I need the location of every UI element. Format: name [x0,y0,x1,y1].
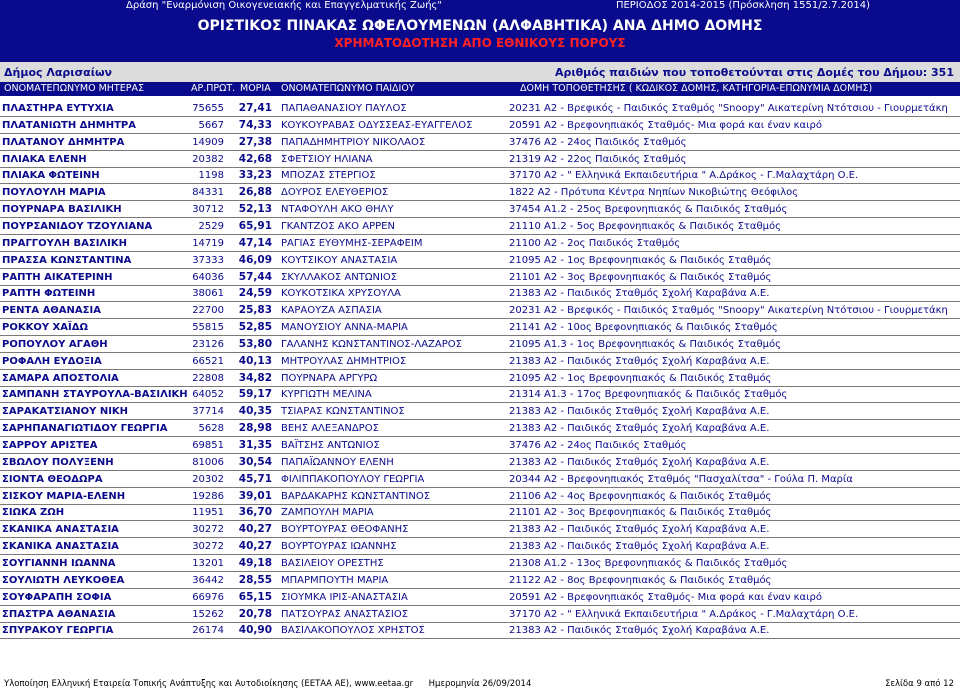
footer-implementer: Υλοποίηση Ελληνική Εταιρεία Τοπικής Ανάπτυξης και Αυτοδιοίκησης (ΕΕΤΑΑ ΑΕ), www.eetaa.gr [4,679,414,689]
facility-name: 21095 Α2 - 1ος Βρεφονηπιακός & Παιδικός Σταθμός [509,372,772,384]
guardian-name: ΣΑΡΗΠΑΝΑΓΙΩΤΙΔΟΥ ΓΕΩΡΓΙΑ [2,423,168,435]
table-row [0,538,960,555]
facility-name: 21383 Α2 - Παιδικός Σταθμός Σχολή Καραβάνα Α.Ε. [509,456,770,468]
report-subtitle: ΧΡΗΜΑΤΟΔΟΤΗΣΗ ΑΠΟ ΕΘΝΙΚΟΥΣ ΠΟΡΟΥΣ [334,36,626,50]
child-name: ΠΟΥΡΝΑΡΑ ΑΡΓΥΡΩ [281,372,378,384]
child-name: ΣΚΥΛΛΑΚΟΣ ΑΝΤΩΝΙΟΣ [281,271,398,283]
protocol-number: 66521 [192,355,224,367]
table-row [0,555,960,572]
facility-name: 20591 Α2 - Βρεφονηπιακός Σταθμός- Μια φορά και έναν καιρό [509,591,822,603]
guardian-name: ΣΙΣΚΟΥ ΜΑΡΙΑ-ΕΛΕΝΗ [2,490,126,502]
score-value: 34,82 [238,371,272,384]
guardian-name: ΠΛΙΑΚΑ ΕΛΕΝΗ [2,153,87,165]
child-name: ΒΟΥΡΤΟΥΡΑΣ ΙΩΑΝΝΗΣ [281,541,397,553]
protocol-number: 36442 [192,574,224,586]
column-header-protocol: ΑΡ.ΠΡΩΤ. [191,83,236,94]
score-value: 28,98 [238,422,272,435]
table-row [0,454,960,471]
guardian-name: ΣΒΩΛΟΥ ΠΟΛΥΞΕΝΗ [2,456,114,468]
report-title: ΟΡΙΣΤΙΚΟΣ ΠΙΝΑΚΑΣ ΩΦΕΛΟΥΜΕΝΩΝ (ΑΛΦΑΒΗΤΙΚΑ) ΑΝΑ ΔΗΜΟ ΔΟΜΗΣ [197,18,763,34]
score-value: 74,33 [238,118,272,131]
footer-date: Ημερομηνία 26/09/2014 [428,679,532,689]
facility-name: 21308 Α1.2 - 13ος Βρεφονηπιακός & Παιδικός Σταθμός [509,557,788,569]
guardian-name: ΡΕΝΤΑ ΑΘΑΝΑΣΙΑ [2,305,101,317]
guardian-name: ΠΛΙΑΚΑ ΦΩΤΕΙΝΗ [2,170,100,182]
child-name: ΖΑΜΠΟΥΛΗ ΜΑΡΙΑ [281,507,374,519]
facility-name: 37170 Α2 - " Ελληνικά Εκπαιδευτήρια " Α.Δράκος - Γ.Μαλαχτάρη Ο.Ε. [509,170,859,182]
child-name: ΠΑΠΑΪΩΑΝΝΟΥ ΕΛΕΝΗ [281,456,394,468]
guardian-name: ΠΟΥΡΝΑΡΑ ΒΑΣΙΛΙΚΗ [2,204,122,216]
table-row [0,151,960,168]
table-row [0,167,960,184]
score-value: 52,13 [238,203,272,216]
footer-page-number: Σελίδα 9 από 12 [885,679,954,689]
table-row [0,184,960,201]
facility-name: 21383 Α2 - Παιδικός Σταθμός Σχολή Καραβάνα Α.Ε. [509,524,770,536]
score-value: 27,41 [238,102,272,114]
column-header-score: ΜΟΡΙΑ [240,83,271,94]
protocol-number: 13201 [192,557,224,569]
protocol-number: 30712 [192,204,224,216]
protocol-number: 64052 [192,389,224,401]
table-row [0,572,960,589]
child-name: ΜΗΤΡΟΥΛΑΣ ΔΗΜΗΤΡΙΟΣ [281,355,407,367]
score-value: 49,18 [238,556,272,569]
facility-name: 21095 Α1.3 - 1ος Βρεφονηπιακός & Παιδικός Σταθμός [509,338,781,350]
score-value: 24,59 [238,287,272,300]
score-value: 59,17 [238,388,272,401]
guardian-name: ΣΙΟΝΤΑ ΘΕΟΔΩΡΑ [2,473,103,485]
table-row [0,269,960,286]
facility-name: 37454 Α1.2 - 25ος Βρεφονηπιακός & Παιδικός Σταθμός [509,204,788,216]
guardian-name: ΡΟΠΟΥΛΟΥ ΑΓΑΘΗ [2,338,108,350]
table-row [0,353,960,370]
table-row [0,370,960,387]
table-row [0,252,960,269]
protocol-number: 55815 [192,322,224,334]
facility-name: 37476 Α2 - 24ος Παιδικός Σταθμός [509,136,687,148]
facility-name: 21141 Α2 - 10ος Βρεφονηπιακός & Παιδικός Σταθμός [509,322,778,334]
protocol-number: 14719 [192,237,224,249]
column-header-child: ΟΝΟΜΑΤΕΠΩΝΥΜΟ ΠΑΙΔΙΟΥ [281,83,415,94]
guardian-name: ΠΛΑΤΑΝΟΥ ΔΗΜΗΤΡΑ [2,136,125,148]
guardian-name: ΣΟΥΓΙΑΝΝΗ ΙΩΑΝΝΑ [2,557,116,569]
score-value: 57,44 [238,270,272,283]
guardian-name: ΡΑΠΤΗ ΦΩΤΕΙΝΗ [2,288,96,300]
facility-name: 20231 Α2 - Βρεφικός - Παιδικός Σταθμός "Snoopy" Αικατερίνη Ντότσιου - Γιουρμετάκη [509,305,948,317]
child-name: ΝΤΑΦΟΥΛΗ ΑΚΟ ΘΗΛΥ [281,204,394,216]
score-value: 52,85 [238,321,272,334]
child-name: ΒΑΪΤΣΗΣ ΑΝΤΩΝΙΟΣ [281,440,380,451]
child-name: ΚΟΥΚΟΥΡΑΒΑΣ ΟΔΥΣΣΕΑΣ-ΕΥΑΓΓΕΛΟΣ [281,119,473,131]
child-name: ΚΥΡΓΙΩΤΗ ΜΕΛΙΝΑ [281,389,372,401]
table-row [0,285,960,302]
facility-name: 21314 Α1.3 - 17ος Βρεφονηπιακός & Παιδικός Σταθμός [509,389,788,401]
protocol-number: 38061 [192,288,224,300]
guardian-name: ΠΡΑΣΣΑ ΚΩΝΣΤΑΝΤΙΝΑ [2,254,132,266]
table-row [0,235,960,252]
score-value: 40,27 [238,523,272,536]
child-name: ΔΟΥΡΟΣ ΕΛΕΥΘΕΡΙΟΣ [281,187,389,199]
child-name: ΜΠΑΡΜΠΟΥΤΗ ΜΑΡΙΑ [281,574,389,586]
facility-name: 20231 Α2 - Βρεφικός - Παιδικός Σταθμός "Snoopy" Αικατερίνη Ντότσιου - Γιουρμετάκη [509,103,948,114]
table-row [0,521,960,538]
region-bar [0,62,960,82]
score-value: 40,35 [238,405,272,418]
guardian-name: ΣΟΥΛΙΩΤΗ ΛΕΥΚΟΘΕΑ [2,574,125,586]
children-count: Αριθμός παιδιών που τοποθετούνται στις Δομές του Δήμου: 351 [554,66,954,79]
score-value: 42,68 [238,152,272,165]
child-name: ΚΟΥΚΟΤΣΙΚΑ ΧΡΥΣΟΥΛΑ [281,288,401,300]
child-name: ΒΟΥΡΤΟΥΡΑΣ ΘΕΟΦΑΝΗΣ [281,524,409,536]
child-name: ΓΚΑΝΤΖΟΣ ΑΚΟ ΑΡΡΕΝ [281,220,395,232]
facility-name: 37170 Α2 - " Ελληνικά Εκπαιδευτήρια " Α.Δράκος - Γ.Μαλαχτάρη Ο.Ε. [509,608,859,620]
beneficiaries-table [0,100,960,672]
table-row [0,471,960,488]
guardian-name: ΣΑΜΠΑΝΗ ΣΤΑΥΡΟΥΛΑ-ΒΑΣΙΛΙΚΗ [2,389,188,401]
score-value: 65,15 [238,590,272,603]
table-row [0,201,960,218]
table-row [0,488,960,505]
table-row [0,302,960,319]
column-header-row [0,82,960,96]
facility-name: 21383 Α2 - Παιδικός Σταθμός Σχολή Καραβάνα Α.Ε. [509,625,770,637]
table-row [0,100,960,117]
protocol-number: 30272 [192,541,224,553]
child-name: ΒΑΡΔΑΚΑΡΗΣ ΚΩΝΣΤΑΝΤΙΝΟΣ [281,490,431,502]
municipality-name: Δήμος Λαρισαίων [4,66,113,79]
guardian-name: ΣΚΑΝΙΚΑ ΑΝΑΣΤΑΣΙΑ [2,541,119,553]
protocol-number: 20382 [192,153,224,165]
score-value: 65,91 [238,219,272,232]
score-value: 39,01 [238,489,272,502]
facility-name: 21383 Α2 - Παιδικός Σταθμός Σχολή Καραβάνα Α.Ε. [509,355,770,367]
table-row [0,117,960,134]
facility-name: 21319 Α2 - 22ος Παιδικός Σταθμός [509,153,687,165]
guardian-name: ΠΟΥΛΟΥΛΗ ΜΑΡΙΑ [2,187,106,199]
guardian-name: ΣΠΥΡΑΚΟΥ ΓΕΩΡΓΙΑ [2,625,114,637]
child-name: ΣΙΟΥΜΚΑ ΙΡΙΣ-ΑΝΑΣΤΑΣΙΑ [281,591,408,603]
score-value: 40,27 [238,540,272,553]
guardian-name: ΡΑΠΤΗ ΑΙΚΑΤΕΡΙΝΗ [2,271,113,283]
guardian-name: ΣΑΡΑΚΑΤΣΙΑΝΟΥ ΝΙΚΗ [2,406,129,418]
guardian-name: ΡΟΦΑΛΗ ΕΥΔΟΞΙΑ [2,355,102,367]
score-value: 45,71 [238,472,272,485]
child-name: ΣΦΕΤΣΙΟΥ ΗΛΙΑΝΑ [281,153,373,165]
score-value: 36,70 [238,506,272,519]
guardian-name: ΠΛΑΣΤΗΡΑ ΕΥΤΥΧΙΑ [2,103,114,114]
protocol-number: 37714 [192,406,224,418]
score-value: 47,14 [238,236,272,249]
child-name: ΠΑΠΑΘΑΝΑΣΙΟΥ ΠΑΥΛΟΣ [281,103,407,114]
column-header-facility: ΔΟΜΗ ΤΟΠΟΘΕΤΗΣΗΣ ( ΚΩΔΙΚΟΣ ΔΟΜΗΣ, ΚΑΤΗΓΟΡΙΑ-ΕΠΩΝΥΜΙΑ ΔΟΜΗΣ) [520,83,873,94]
protocol-number: 81006 [192,456,224,468]
protocol-number: 22808 [192,372,224,384]
score-value: 31,35 [238,439,272,451]
facility-name: 21383 Α2 - Παιδικός Σταθμός Σχολή Καραβάνα Α.Ε. [509,288,770,300]
table-row [0,319,960,336]
table-row [0,336,960,353]
facility-name: 20344 Α2 - Βρεφονηπιακός Σταθμός "Πασχαλίτσα" - Γούλα Π. Μαρία [509,473,853,485]
protocol-number: 23126 [192,338,224,350]
program-caption: Δράση "Εναρμόνιση Οικογενειακής και Επαγγελματικής Ζωής" [126,0,443,11]
table-row [0,437,960,454]
protocol-number: 19286 [192,490,224,502]
child-name: ΒΑΣΙΛΑΚΟΠΟΥΛΟΣ ΧΡΗΣΤΟΣ [281,625,425,637]
guardian-name: ΣΚΑΝΙΚΑ ΑΝΑΣΤΑΣΙΑ [2,524,119,536]
facility-name: 20591 Α2 - Βρεφονηπιακός Σταθμός- Μια φορά και έναν καιρό [509,119,822,131]
protocol-number: 20302 [192,473,224,485]
child-name: ΤΣΙΑΡΑΣ ΚΩΝΣΤΑΝΤΙΝΟΣ [281,406,405,418]
protocol-number: 1198 [198,170,224,182]
column-header-guardian: ΟΝΟΜΑΤΕΠΩΝΥΜΟ ΜΗΤΕΡΑΣ [4,83,144,94]
child-name: ΒΕΗΣ ΑΛΕΞΑΝΔΡΟΣ [281,423,379,435]
period-caption: ΠΕΡΙΟΔΟΣ 2014-2015 (Πρόσκληση 1551/2.7.2014) [615,0,870,11]
child-name: ΜΑΝΟΥΣΙΟΥ ΑΝΝΑ-ΜΑΡΙΑ [281,322,408,334]
score-value: 26,88 [238,186,272,199]
protocol-number: 14909 [192,136,224,148]
protocol-number: 15262 [192,608,224,620]
score-value: 40,13 [238,354,272,367]
child-name: ΦΙΛΙΠΠΑΚΟΠΟΥΛΟΥ ΓΕΩΡΓΙΑ [281,473,425,485]
score-value: 46,09 [238,253,272,266]
score-value: 53,80 [238,337,272,350]
facility-name: 21383 Α2 - Παιδικός Σταθμός Σχολή Καραβάνα Α.Ε. [509,406,770,418]
facility-name: 21101 Α2 - 3ος Βρεφονηπιακός & Παιδικός Σταθμός [509,271,772,283]
score-value: 20,78 [238,607,272,620]
guardian-name: ΠΛΑΤΑΝΙΩΤΗ ΔΗΜΗΤΡΑ [2,119,136,131]
protocol-number: 69851 [192,440,224,451]
child-name: ΒΑΣΙΛΕΙΟΥ ΟΡΕΣΤΗΣ [281,557,384,569]
protocol-number: 11951 [192,507,224,519]
guardian-name: ΠΡΑΓΓΟΥΛΗ ΒΑΣΙΛΙΚΗ [2,237,128,249]
child-name: ΓΑΛΑΝΗΣ ΚΩΝΣΤΑΝΤΙΝΟΣ-ΛΑΖΑΡΟΣ [281,338,462,350]
facility-name: 21095 Α2 - 1ος Βρεφονηπιακός & Παιδικός Σταθμός [509,254,772,266]
table-row [0,386,960,403]
score-value: 33,23 [238,169,272,182]
child-name: ΡΑΓΙΑΣ ΕΥΘΥΜΗΣ-ΣΕΡΑΦΕΙΜ [281,237,423,249]
guardian-name: ΡΟΚΚΟΥ ΧΑΪΔΩ [2,322,88,334]
facility-name: 21100 Α2 - 2ος Παιδικός Σταθμός [509,237,681,249]
guardian-name: ΣΑΡΡΟΥ ΑΡΙΣΤΕΑ [2,440,98,451]
facility-name: 1822 Α2 - Πρότυπα Κέντρα Νηπίων Νικοβιώτης Θεόφιλος [509,187,799,199]
facility-name: 21110 Α1.2 - 5ος Βρεφονηπιακός & Παιδικός Σταθμός [509,220,781,232]
facility-name: 21106 Α2 - 4ος Βρεφονηπιακός & Παιδικός Σταθμός [509,490,772,502]
protocol-number: 2529 [198,220,224,232]
protocol-number: 75655 [192,103,224,114]
facility-name: 37476 Α2 - 24ος Παιδικός Σταθμός [509,440,687,451]
protocol-number: 5667 [198,119,224,131]
table-row [0,504,960,521]
child-name: ΚΟΥΤΣΙΚΟΥ ΑΝΑΣΤΑΣΙΑ [281,254,398,266]
protocol-number: 26174 [192,625,224,637]
child-name: ΠΑΠΑΔΗΜΗΤΡΙΟΥ ΝΙΚΟΛΑΟΣ [281,136,426,148]
table-row [0,622,960,639]
facility-name: 21383 Α2 - Παιδικός Σταθμός Σχολή Καραβάνα Α.Ε. [509,541,770,553]
protocol-number: 22700 [192,305,224,317]
page-footer [0,678,960,690]
protocol-number: 37333 [192,254,224,266]
table-row [0,589,960,606]
guardian-name: ΣΙΩΚΑ ΖΩΗ [2,507,65,519]
table-row [0,134,960,151]
facility-name: 21383 Α2 - Παιδικός Σταθμός Σχολή Καραβάνα Α.Ε. [509,423,770,435]
table-row [0,218,960,235]
table-row [0,420,960,437]
child-name: ΚΑΡΑΟΥΖΑ ΑΣΠΑΣΙΑ [281,305,382,317]
guardian-name: ΣΟΥΦΑΡΑΠΗ ΣΟΦΙΑ [2,591,112,603]
score-value: 28,55 [238,573,272,586]
protocol-number: 64036 [192,271,224,283]
child-name: ΠΑΤΣΟΥΡΑΣ ΑΝΑΣΤΑΣΙΟΣ [281,608,409,620]
guardian-name: ΠΟΥΡΣΑΝΙΔΟΥ ΤΖΟΥΛΙΑΝΑ [2,220,153,232]
facility-name: 21122 Α2 - 8ος Βρεφονηπιακός & Παιδικός Σταθμός [509,574,772,586]
table-row [0,606,960,623]
report-header [0,0,960,62]
score-value: 30,54 [238,455,272,468]
score-value: 40,90 [238,624,272,637]
protocol-number: 66976 [192,591,224,603]
protocol-number: 84331 [192,187,224,199]
protocol-number: 5628 [198,423,224,435]
score-value: 27,38 [238,135,272,148]
guardian-name: ΣΑΜΑΡΑ ΑΠΟΣΤΟΛΙΑ [2,372,119,384]
child-name: ΜΠΟΖΑΣ ΣΤΕΡΓΙΟΣ [281,170,376,182]
protocol-number: 30272 [192,524,224,536]
table-row [0,403,960,420]
guardian-name: ΣΠΑΣΤΡΑ ΑΘΑΝΑΣΙΑ [2,608,116,620]
facility-name: 21101 Α2 - 3ος Βρεφονηπιακός & Παιδικός Σταθμός [509,507,772,519]
score-value: 25,83 [238,304,272,317]
